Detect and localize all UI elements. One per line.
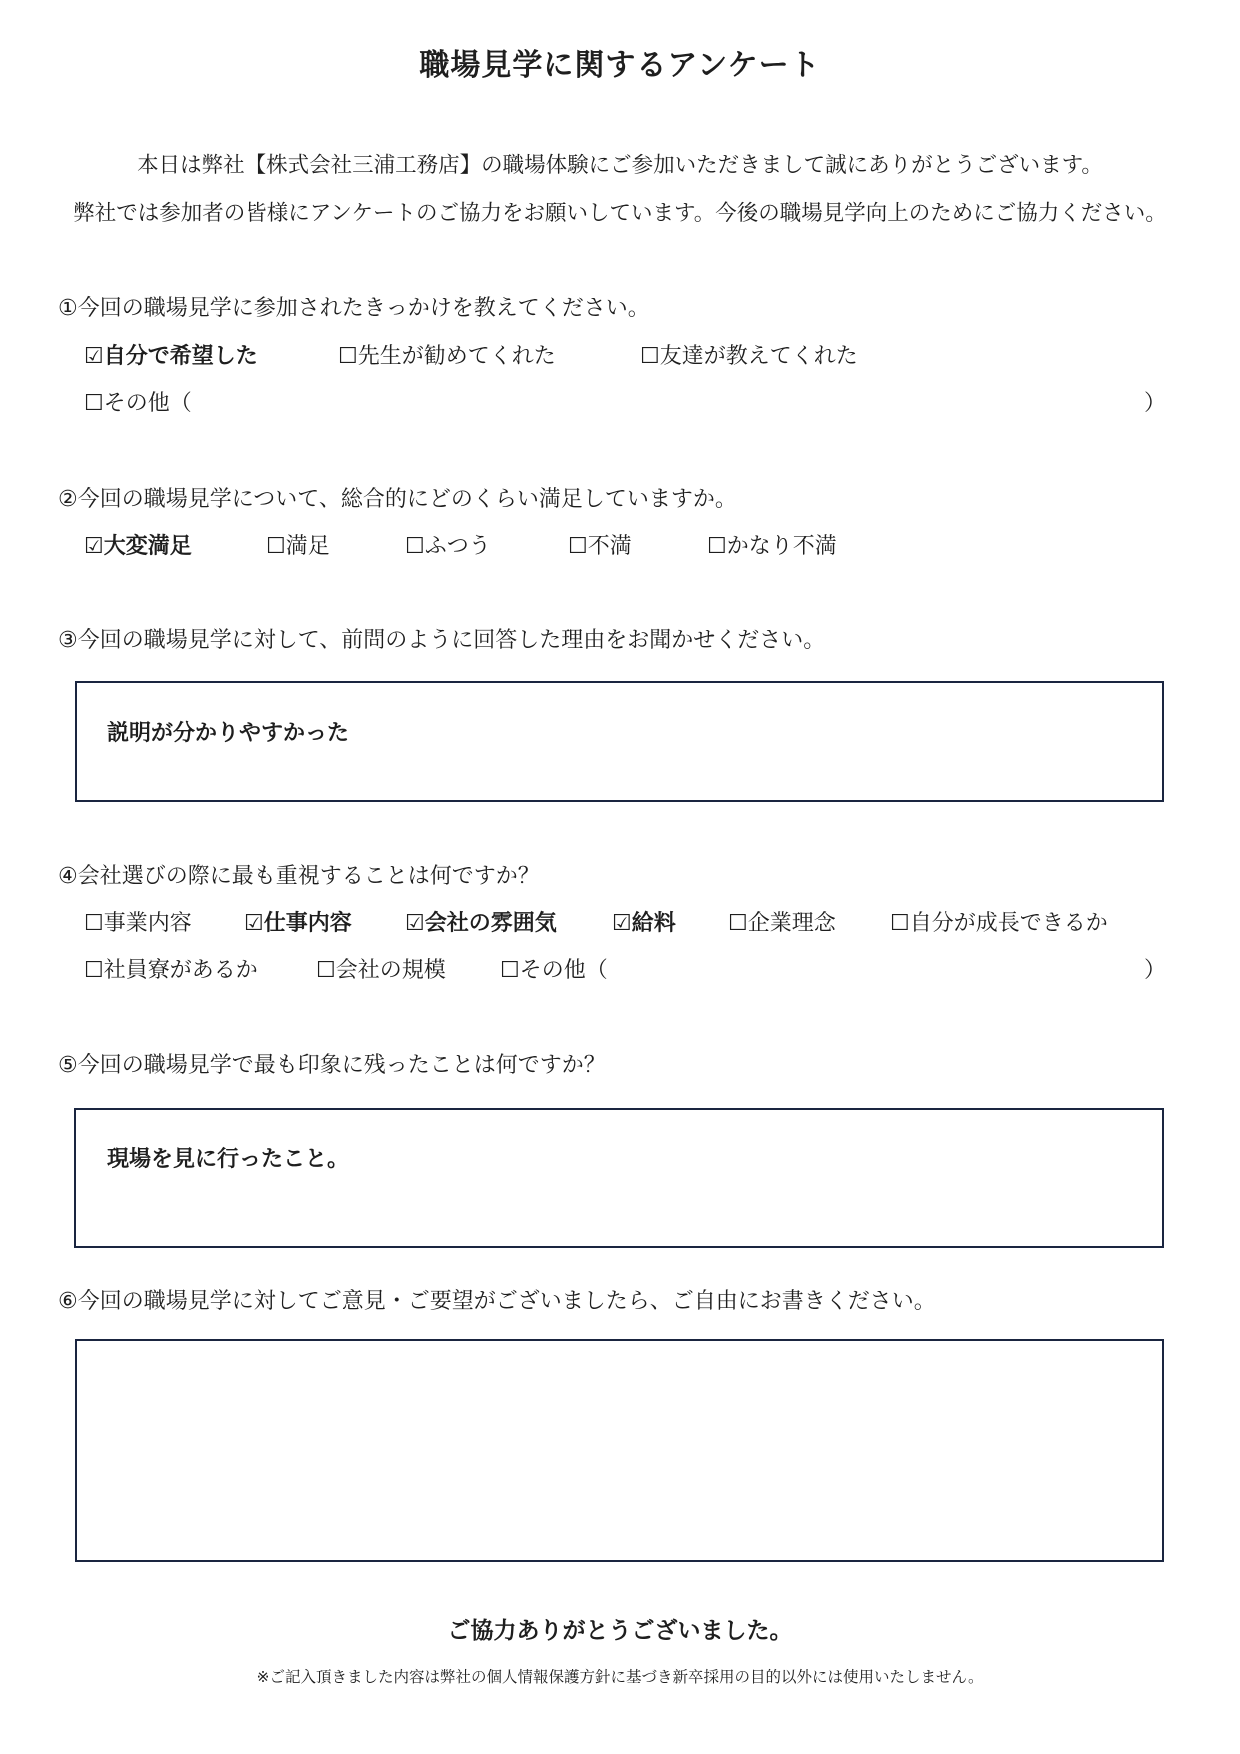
question-2: ②今回の職場見学について、総合的にどのくらい満足していますか。	[58, 487, 737, 512]
intro-line-1: 本日は弊社【株式会社三浦工務店】の職場体験にご参加いただきまして誠にありがとうございます。	[137, 153, 1103, 178]
q3-answer-text: 説明が分かりやすかった	[107, 721, 350, 746]
q1-option-other[interactable]: ☐その他（	[84, 391, 192, 416]
q4-option-growth[interactable]: ☐自分が成長できるか	[890, 911, 1108, 936]
q2-option-very-dissatisfied[interactable]: ☐かなり不満	[707, 534, 837, 559]
q3-answer-box[interactable]	[75, 681, 1164, 802]
q1-option-self[interactable]: ☑自分で希望した	[84, 344, 258, 369]
question-3: ③今回の職場見学に対して、前問のように回答した理由をお聞かせください。	[58, 628, 826, 653]
q4-option-atmosphere[interactable]: ☑会社の雰囲気	[405, 911, 557, 936]
q4-option-dormitory[interactable]: ☐社員寮があるか	[84, 958, 258, 983]
question-4: ④会社選びの際に最も重視することは何ですか？	[58, 864, 540, 889]
question-6: ⑥今回の職場見学に対してご意見・ご要望がございましたら、ご自由にお書きください。	[58, 1289, 936, 1314]
q4-option-salary[interactable]: ☑給料	[612, 911, 676, 936]
thanks-message: ご協力ありがとうございました。	[447, 1618, 793, 1644]
question-1: ①今回の職場見学に参加されたきっかけを教えてください。	[58, 296, 650, 321]
question-5: ⑤今回の職場見学で最も印象に残ったことは何ですか？	[58, 1053, 606, 1078]
q5-answer-text: 現場を見に行ったこと。	[107, 1147, 350, 1172]
q4-option-work[interactable]: ☑仕事内容	[244, 911, 352, 936]
q1-other-close-paren: ）	[1144, 391, 1167, 416]
q2-option-neutral[interactable]: ☐ふつう	[405, 534, 491, 559]
intro-line-2: 弊社では参加者の皆様にアンケートのご協力をお願いしています。今後の職場見学向上のためにご協力ください。	[73, 201, 1167, 226]
q1-option-teacher[interactable]: ☐先生が勧めてくれた	[338, 344, 556, 369]
q4-option-business[interactable]: ☐事業内容	[84, 911, 192, 936]
q4-option-philosophy[interactable]: ☐企業理念	[728, 911, 836, 936]
q4-option-scale[interactable]: ☐会社の規模	[316, 958, 446, 983]
q4-option-other[interactable]: ☐その他（	[500, 958, 608, 983]
q1-option-friend[interactable]: ☐友達が教えてくれた	[640, 344, 858, 369]
q2-option-dissatisfied[interactable]: ☐不満	[568, 534, 632, 559]
q2-option-satisfied[interactable]: ☐満足	[266, 534, 330, 559]
q6-answer-box[interactable]	[75, 1339, 1164, 1562]
q2-option-very-satisfied[interactable]: ☑大変満足	[84, 534, 192, 559]
q4-other-close-paren: ）	[1144, 958, 1167, 983]
privacy-note: ※ご記入頂きました内容は弊社の個人情報保護方針に基づき新卒採用の目的以外には使用いたしません。	[256, 1668, 984, 1686]
page-title: 職場見学に関するアンケート	[419, 48, 821, 83]
q5-answer-box[interactable]	[74, 1108, 1164, 1248]
